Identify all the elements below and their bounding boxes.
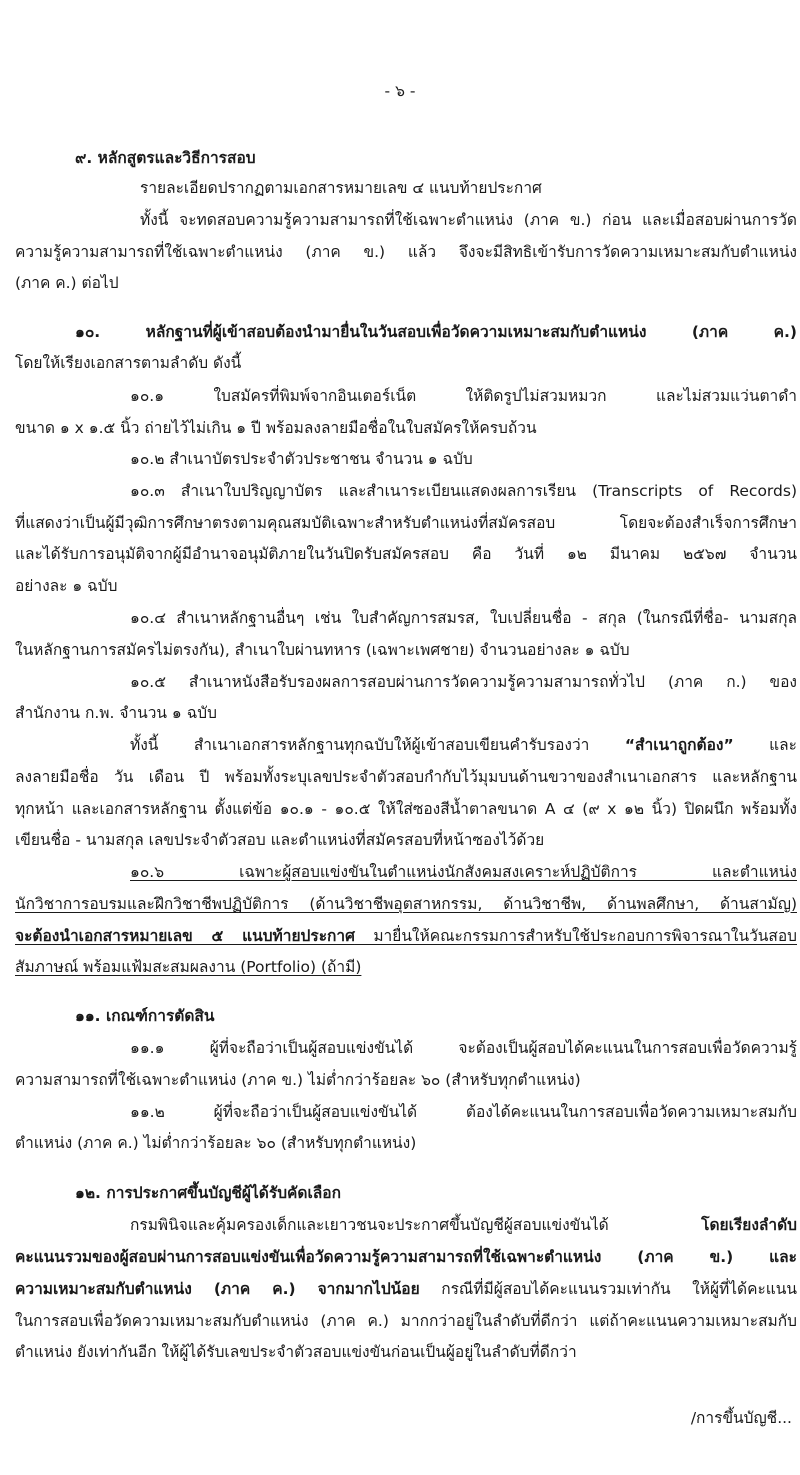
- item-10-1-line-1: ๑๐.๑ ใบสมัครที่พิมพ์จากอินเตอร์เน็ต ให้ติดรูปไม่สวมหมวก และไม่สวมแว่นตาดำ: [130, 387, 797, 405]
- item-10-3-line-4: อย่างละ ๑ ฉบับ: [15, 577, 118, 595]
- item-11-2-line-1: ๑๑.๒ ผู้ที่จะถือว่าเป็นผู้สอบแข่งขันได้ ต้องได้คะแนนในการสอบเพื่อวัดความเหมาะสมกับ: [130, 1103, 797, 1121]
- note-certify-line-4: เขียนชื่อ - นามสกุล เลขประจำตัวสอบ และตำแหน่งที่สมัครสอบที่หน้าซองไว้ด้วย: [15, 831, 545, 849]
- item-11-1-line-2: ความสามารถที่ใช้เฉพาะตำแหน่ง (ภาค ข.) ไม่ต่ำกว่าร้อยละ ๖๐ (สำหรับทุกตำแหน่ง): [15, 1071, 581, 1089]
- item-11-1-line-1: ๑๑.๑ ผู้ที่จะถือว่าเป็นผู้สอบแข่งขันได้ จะต้องเป็นผู้สอบได้คะแนนในการสอบเพื่อวัดความรู้: [130, 1039, 797, 1057]
- item-10-6-line-1: ๑๐.๖ เฉพาะผู้สอบแข่งขันในตำแหน่งนักสังคมสงเคราะห์ปฏิบัติการ และตำแหน่ง: [130, 863, 797, 881]
- section-12-line-2: คะแนนรวมของผู้สอบผ่านการสอบแข่งขันเพื่อวัดความรู้ความสามารถที่ใช้เฉพาะตำแหน่ง (ภาค ข.) และ: [15, 1248, 797, 1266]
- note-certify-line-2: ลงลายมือชื่อ วัน เดือน ปี พร้อมทั้งระบุเลขประจำตัวสอบกำกับไว้มุมบนด้านขวาของสำเนาเอกสาร และหลักฐาน: [15, 768, 797, 786]
- section-10-intro: โดยให้เรียงเอกสารตามลำดับ ดังนี้: [15, 354, 242, 372]
- item-10-5-line-2: สำนักงาน ก.พ. จำนวน ๑ ฉบับ: [15, 704, 217, 722]
- section-12-line-5: ตำแหน่ง ยังเท่ากันอีก ให้ผู้ได้รับเลขประจำตัวสอบแข่งขันก่อนเป็นผู้อยู่ในลำดับที่ดีกว่า: [15, 1343, 577, 1361]
- item-10-1-line-2: ขนาด ๑ x ๑.๕ นิ้ว ถ่ายไว้ไม่เกิน ๑ ปี พร้อมลงลายมือชื่อในใบสมัครให้ครบถ้วน: [15, 419, 537, 437]
- section-12-line-4: ในการสอบเพื่อวัดความเหมาะสมกับตำแหน่ง (ภาค ค.) มากกว่าอยู่ในลำดับที่ดีกว่า แต่ถ้าคะแนนความเหมาะสมกับ: [15, 1312, 797, 1330]
- section-9-heading: ๙. หลักสูตรและวิธีการสอบ: [75, 149, 256, 167]
- document-5-phrase: จะต้องนำเอกสารหมายเลข ๕ แนบท้ายประกาศ: [15, 927, 355, 945]
- item-10-5-line-1: ๑๐.๕ สำเนาหนังสือรับรองผลการสอบผ่านการวัดความรู้ความสามารถทั่วไป (ภาค ก.) ของ: [130, 673, 797, 691]
- item-10-4-line-2: ในหลักฐานการสมัครไม่ตรงกัน), สำเนาใบผ่านทหาร (เฉพาะเพศชาย) จำนวนอย่างละ ๑ ฉบับ: [15, 641, 630, 659]
- item-10-2: ๑๐.๒ สำเนาบัตรประจำตัวประชาชน จำนวน ๑ ฉบับ: [130, 450, 473, 468]
- note-certify-text-c: และ: [733, 736, 797, 754]
- section-12-line-3-rest: กรณีที่มีผู้สอบได้คะแนนรวมเท่ากัน ให้ผู้ที่ได้คะแนน: [419, 1280, 797, 1298]
- section-11-heading: ๑๑. เกณฑ์การตัดสิน: [75, 1007, 215, 1025]
- item-10-6-line-2: นักวิชาการอบรมและฝึกวิชาชีพปฏิบัติการ (ด้านวิชาชีพอุตสาหกรรม, ด้านวิชาชีพ, ด้านพลศึกษา, ด้านสามัญ): [15, 895, 797, 913]
- item-10-6-line-3: [15, 925, 797, 947]
- ranking-phrase-start: โดยเรียงลำดับ: [701, 1216, 797, 1234]
- section-12-line-1-text: กรมพินิจและคุ้มครองเด็กและเยาวชนจะประกาศขึ้นบัญชีผู้สอบแข่งขันได้: [130, 1216, 702, 1234]
- ranking-phrase-end: ความเหมาะสมกับตำแหน่ง (ภาค ค.) จากมากไปน้อย: [15, 1280, 420, 1298]
- section-9-para-2-line-2: ความรู้ความสามารถที่ใช้เฉพาะตำแหน่ง (ภาค ข.) แล้ว จึงจะมีสิทธิเข้ารับการวัดความเหมาะสมกับตำแหน่ง: [15, 243, 797, 261]
- item-10-3-line-1: ๑๐.๓ สำเนาใบปริญญาบัตร และสำเนาระเบียนแสดงผลการเรียน (Transcripts of Records): [130, 482, 797, 500]
- note-certify-line-1: [130, 734, 797, 756]
- section-9-para-2-line-3: (ภาค ค.) ต่อไป: [15, 274, 119, 292]
- item-10-6-line-4: สัมภาษณ์ พร้อมแฟ้มสะสมผลงาน (Portfolio) (ถ้ามี): [15, 958, 362, 976]
- section-9-para-1: รายละเอียดปรากฏตามเอกสารหมายเลข ๔ แนบท้ายประกาศ: [140, 179, 542, 197]
- section-10-heading: ๑๐. หลักฐานที่ผู้เข้าสอบต้องนำมายื่นในวันสอบเพื่อวัดความเหมาะสมกับตำแหน่ง (ภาค ค.): [75, 323, 797, 341]
- section-12-line-1: [130, 1214, 797, 1236]
- section-12-heading: ๑๒. การประกาศขึ้นบัญชีผู้ได้รับคัดเลือก: [75, 1184, 341, 1202]
- item-10-6-line-3-rest: มายื่นให้คณะกรรมการสำหรับใช้ประกอบการพิจารณาในวันสอบ: [354, 927, 797, 945]
- page-number: - ๖ -: [384, 82, 416, 100]
- item-10-3-line-3: และได้รับการอนุมัติจากผู้มีอำนาจอนุมัติภายในวันปิดรับสมัครสอบ คือ วันที่ ๑๒ มีนาคม ๒๕๖๗ จำนวน: [15, 545, 797, 563]
- certified-copy-phrase: “สำเนาถูกต้อง”: [624, 736, 734, 754]
- section-12-line-3: [15, 1278, 797, 1300]
- note-certify-text-a: ทั้งนี้ สำเนาเอกสารหลักฐานทุกฉบับให้ผู้เข้าสอบเขียนคำรับรองว่า: [130, 736, 625, 754]
- section-9-para-2-line-1: ทั้งนี้ จะทดสอบความรู้ความสามารถที่ใช้เฉพาะตำแหน่ง (ภาค ข.) ก่อน และเมื่อสอบผ่านการวัด: [140, 211, 797, 229]
- note-certify-line-3: ทุกหน้า และเอกสารหลักฐาน ตั้งแต่ข้อ ๑๐.๑ - ๑๐.๕ ให้ใส่ซองสีน้ำตาลขนาด A ๔ (๙ x ๑๒ นิ้ว) ปิดผนึก พร้อมทั้ง: [15, 800, 797, 818]
- continued-marker: /การขึ้นบัญชี...: [690, 1409, 792, 1427]
- item-10-4-line-1: ๑๐.๔ สำเนาหลักฐานอื่นๆ เช่น ใบสำคัญการสมรส, ใบเปลี่ยนชื่อ - สกุล (ในกรณีที่ชื่อ- นามสกุล: [130, 609, 797, 627]
- item-11-2-line-2: ตำแหน่ง (ภาค ค.) ไม่ต่ำกว่าร้อยละ ๖๐ (สำหรับทุกตำแหน่ง): [15, 1134, 417, 1152]
- item-10-3-line-2: ที่แสดงว่าเป็นผู้มีวุฒิการศึกษาตรงตามคุณสมบัติเฉพาะสำหรับตำแหน่งที่สมัครสอบ โดยจะต้องสำเร็จการศึกษา: [15, 514, 797, 532]
